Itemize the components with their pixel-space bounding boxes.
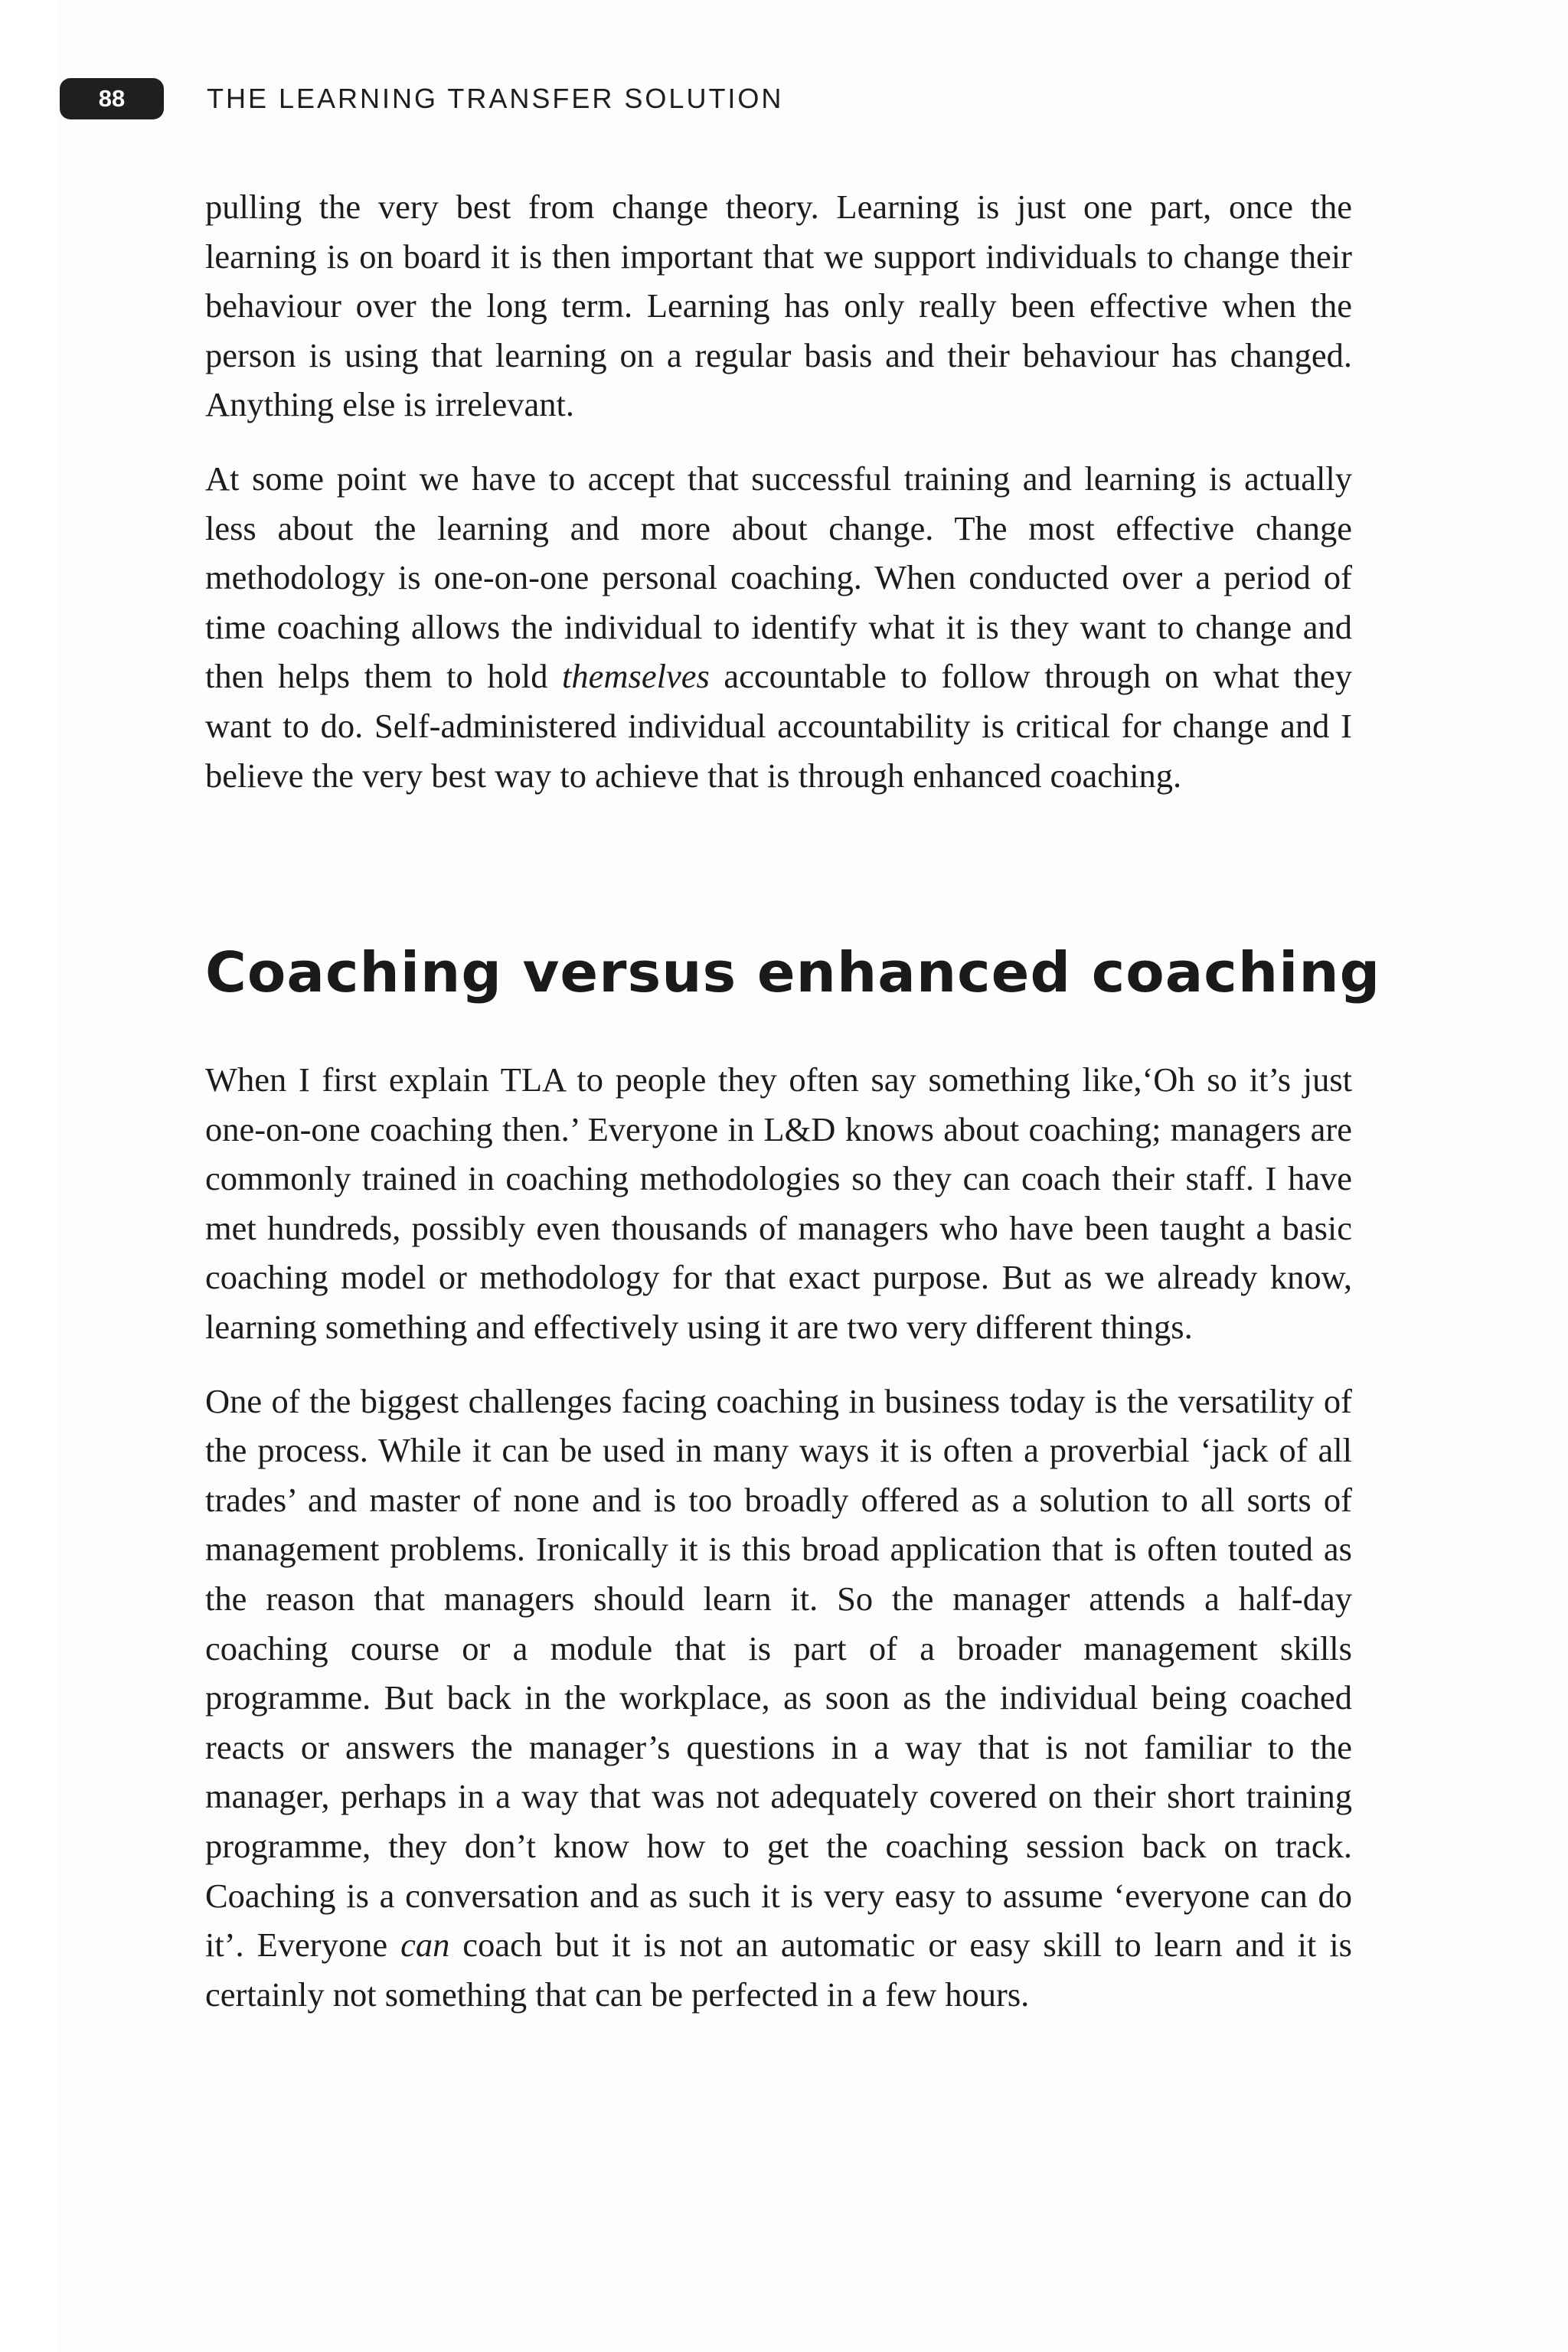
paragraph [205,1377,1352,2020]
section-heading-text: Coaching versus enhanced coaching [205,940,1381,1004]
section-text [205,1055,1352,2043]
text-run: At some point we have to accept that successful training and learning is actually less about the learning and more about change. The most effective change methodology is one-on-one personal coaching. When conducted over a period of time coaching allows the individual to identify what it is they want to change and then helps them to hold [205,459,1352,696]
paragraph [205,1055,1352,1352]
paragraph [205,182,1352,430]
text-run: pulling the very best from change theory. Learning is just one part, once the learning is on board it is then important that we support individuals to change their behaviour over the long term. Learning has only really been effective when the person is using that learning on a regular basis and their behaviour has changed. Anything else is irrelevant. [205,188,1352,424]
book-title: THE LEARNING TRANSFER SOLUTION [207,83,784,114]
running-header [60,77,783,121]
page-number-badge: 88 [60,78,164,119]
text-run: One of the biggest challenges facing coaching in business today is the versatility of the process. While it can be used in many ways it is often a proverbial ‘jack of all trades’ and master of none and is too broadly offered as a solution to all sorts of management problems. Ironically it is this broad application that is often touted as the reason that managers should learn it. So the manager attends a half-day coaching course or a module that is part of a broader management skills programme. But back in the workplace, as soon as the individual being coached reacts or answers the manager’s questions in a way that is not familiar to the manager, perhaps in a way that was not adequately covered on their short training programme, they don’t know how to get the coaching session back on track. Coaching is a conversation and as such it is very easy to assume ‘everyone can do it’. Everyone [205,1381,1352,1965]
text-run: When I first explain TLA to people they often say something like,‘Oh so it’s just one-on-one coaching then.’ Everyone in L&D knows about coaching; managers are commonly trained in coaching methodologies so they can coach their staff. I have met hundreds, possibly even thousands of managers who have been taught a basic coaching model or methodology for that exact purpose. But as we already know, learning something and effectively using it are two very different things. [205,1060,1352,1346]
intro-text [205,182,1352,825]
emphasis-text: themselves [562,657,710,696]
paragraph [205,454,1352,800]
text-run: accountable to follow through on what they want to do. Self-administered individual accountability is critical for change and I believe the very best way to achieve that is through enhanced coaching. [205,657,1352,795]
section-heading [205,930,1381,1014]
emphasis-text: can [400,1926,450,1965]
text-run: coach but it is not an automatic or easy skill to learn and it is certainly not something that can be perfected in a few hours. [205,1926,1352,2014]
